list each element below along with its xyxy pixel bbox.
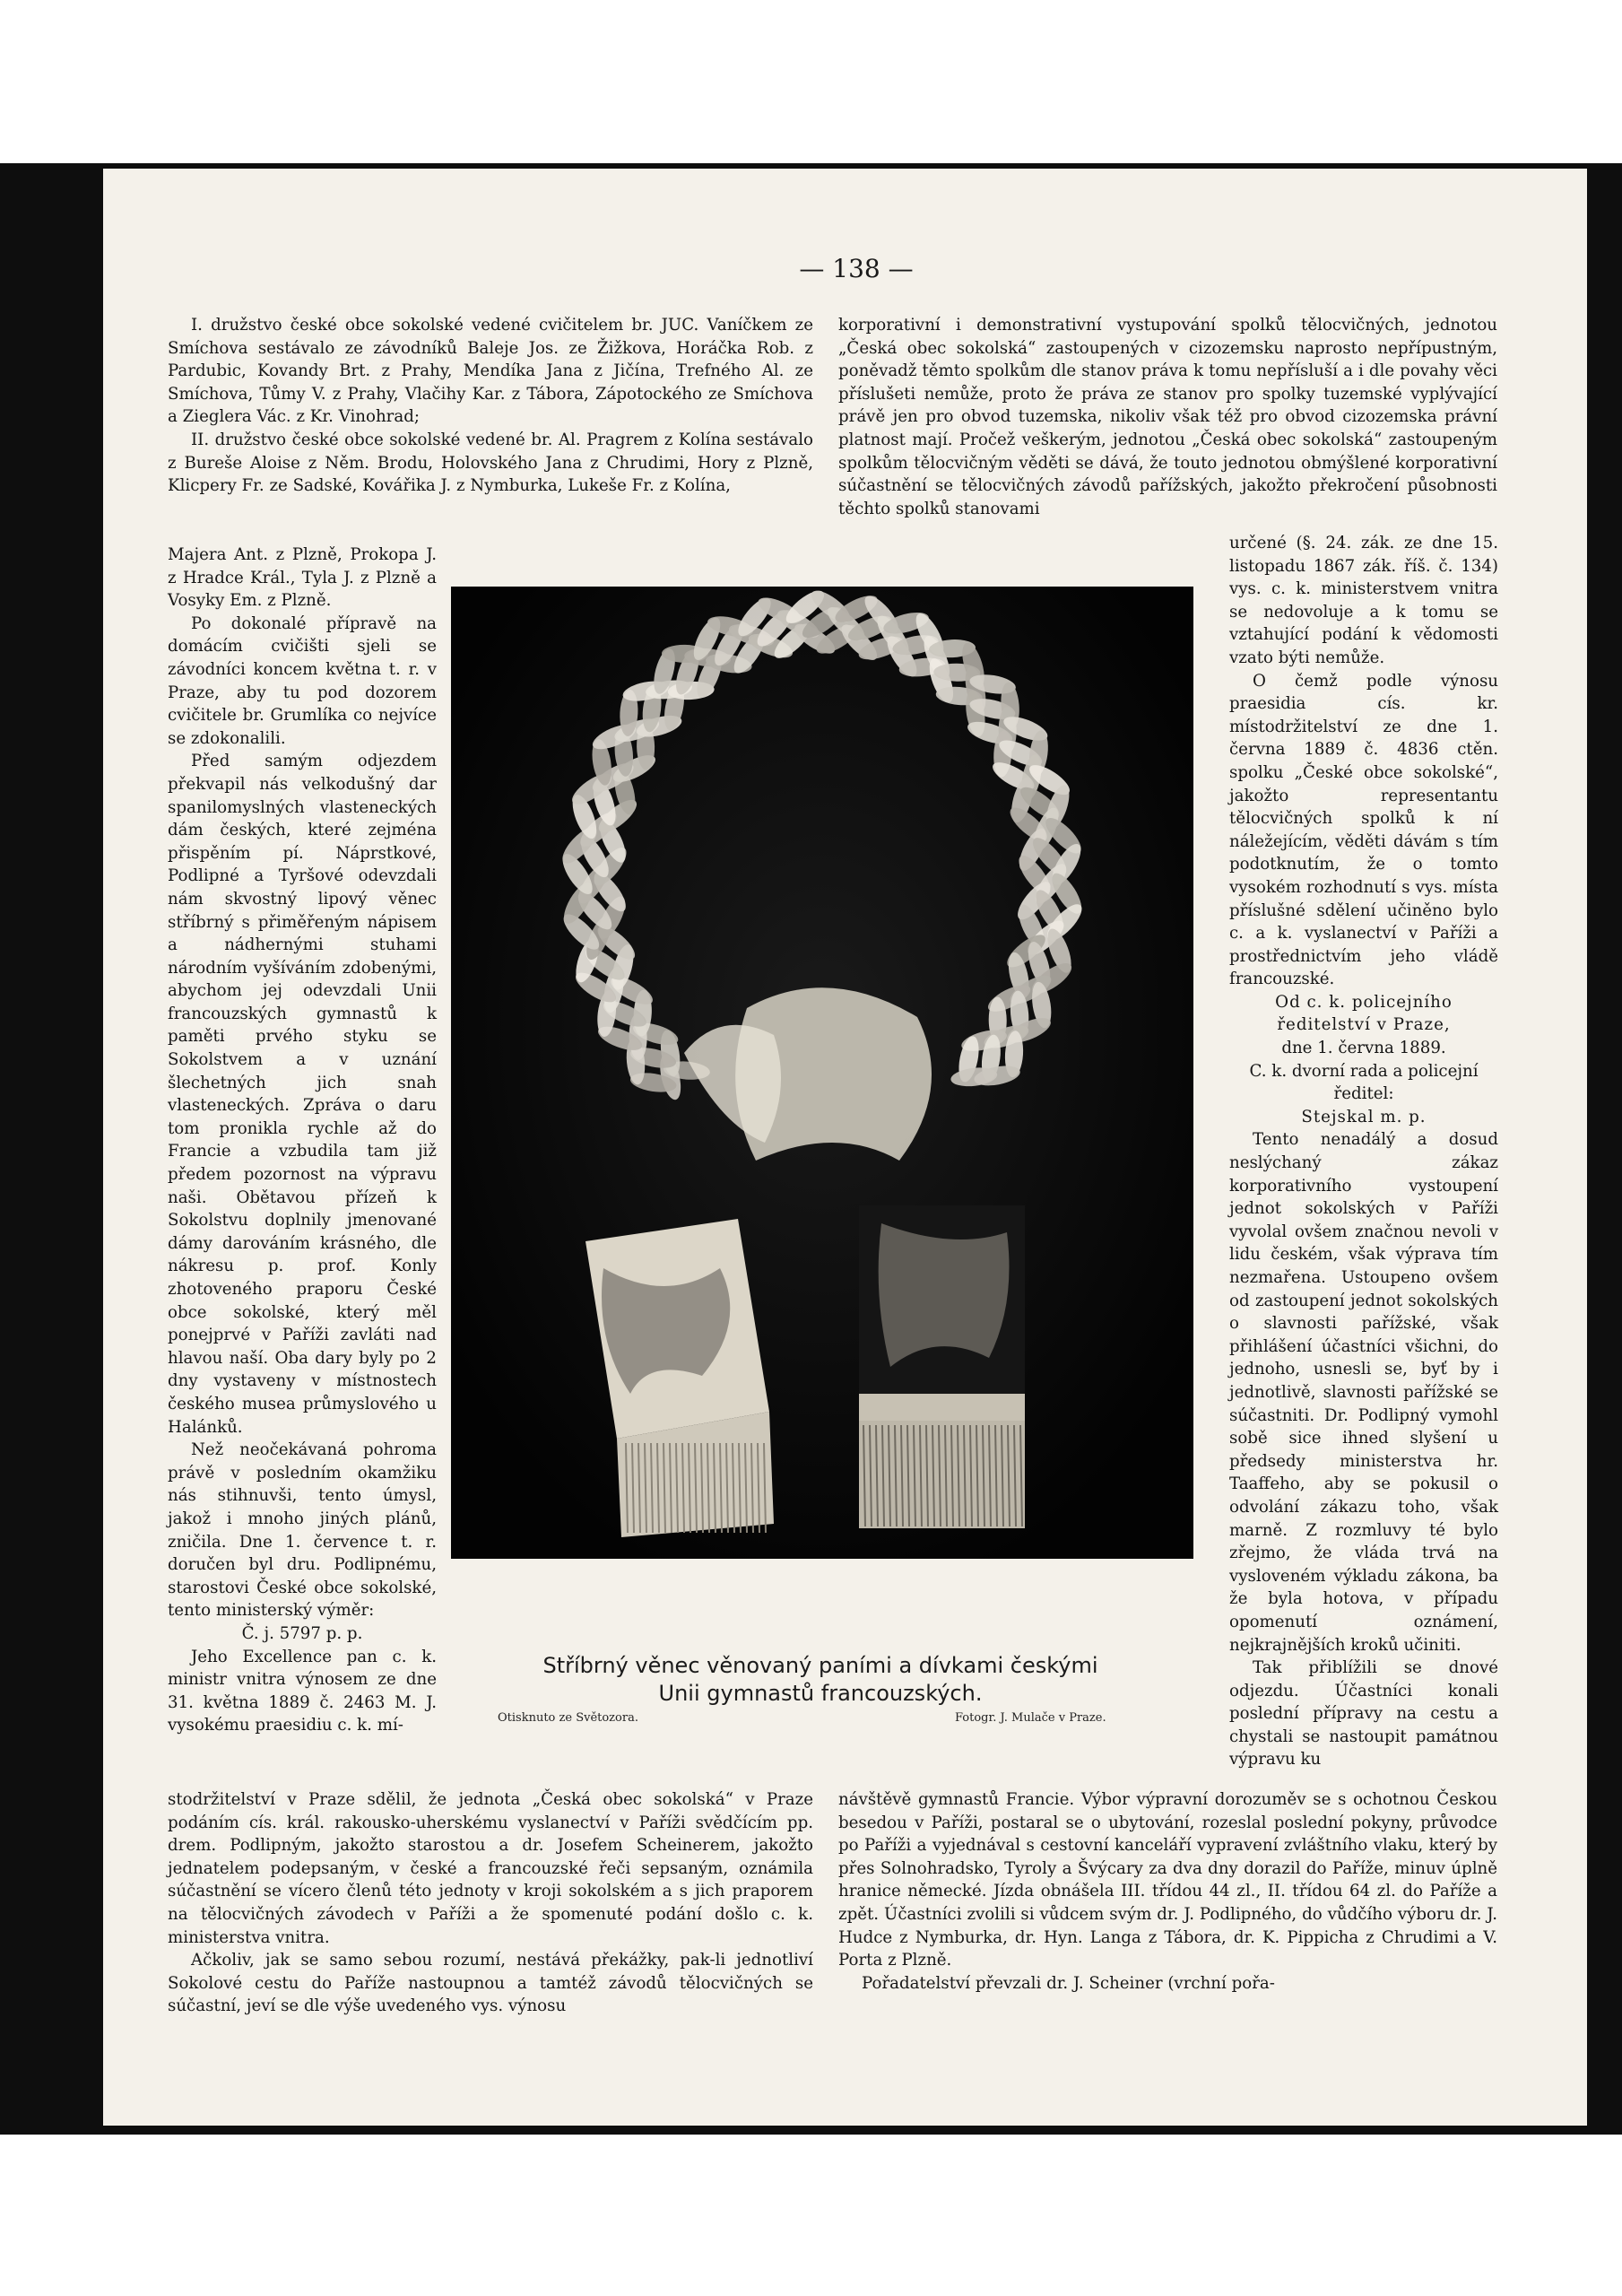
caption-line: Stříbrný věnec věnovaný paními a dívkami českými: [542, 1653, 1098, 1678]
paragraph: Před samým odjezdem překvapil nás velkodušný dar spanilomyslných vlasteneckých dám českých, které zejména přispěním pí. Náprstkové, Podlipné a Tyršové odevzdali nám skvostný lipový věnec stříbrný s přiměřeným nápisem a nádhernými stuhami národním vyšíváním zdobenými, abychom jej odevzdali Unii francouzských gymnastů k paměti prvého styku se Sokolstvem a v uznání šlechetných jich snah vlasteneckých. Zpráva o daru tom pronikla rychle až do Francie a vzbudila tam již předem pozornost na výpravu naši. Obětavou přízeň k Sokolstvu doplnily jmenované dámy darováním krásného, dle nákresu p. prof. Konly zhotoveného praporu České obce sokolské, který měl ponejprvé v Paříži zavláti nad hlavou naší. Oba dary byly po 2 dny vystaveny v místnostech českého musea průmyslového u Halánků.: [168, 752, 437, 1437]
paragraph: Po dokonalé přípravě na domácím cvičišti sjeli se závodníci koncem května t. r. v Praze, aby tu pod dozorem cvičitele br. Grumlíka co nejvíce se zdokonalili.: [168, 613, 437, 748]
bottom-left-column: [168, 1788, 813, 2018]
paragraph: korporativní i demonstrativní vystupování spolků tělocvičných, jednotou „Česká obec sokolská“ zastoupených v cizozemsku naprosto nepřípustným, poněvadž těmto spolkům dle stanov práva k tomu nepřísluší a i dle povahy věci příslušeti nemůže, proto že práva ze stanov pro spolky tuzemské vyplývající právě jen pro obvod tuzemska, nikoliv však též pro obvod cizozemska právní platnost mají. Pročež veškerým, jednotou „Česká obec sokolská“ zastoupeným spolkům tělocvičným věděti se dává, že touto jednotou obmýšlené korporativní súčastnění se tělocvičných závodů pařížských, jakožto překročení působnosti těchto spolků stanovami: [838, 316, 1497, 518]
image-caption: [372, 1652, 1269, 1708]
caption-line: Unii gymnastů francouzských.: [658, 1681, 983, 1706]
signature-date: dne 1. června 1889.: [1281, 1039, 1446, 1058]
paragraph: návštěvě gymnastů Francie. Výbor výpravní dorozuměv se s ochotnou Českou besedou v Paříži, postaral se o ubytování, rozeslal poslední pokyny, průvodce po Paříži a vyjednával s cestovní kanceláří vypravení zvláštního vlaku, který by přes Solnohradsko, Tyroly a Švýcary za dva dny dorazil do Paříže, minuv úplně hranice německé. Jízda obnášela III. třídou 44 zl., II. třídou 64 zl. do Paříže a zpět. Účastníci zvolili si vůdcem svým dr. J. Podlipného, do vůdčího výboru dr. J. Hudce z Nymburka, dr. Hyn. Langa z Tábora, dr. K. Pippicha z Chrudimi a V. Porta z Plzně.: [838, 1790, 1497, 1970]
paragraph: Majera Ant. z Plzně, Prokopa J. z Hradce Král., Tyla J. z Plzně a Vosyky Em. z Plzně.: [168, 545, 437, 611]
top-right-column: [838, 314, 1497, 520]
paragraph: Tento nenadálý a dosud neslýchaný zákaz korporativního vystoupení jednot sokolských v Paříži vyvolal ovšem značnou nevoli v lidu českém, však výprava tím nezmařena. Ustoupeno ovšem od zastoupení jednot sokolských o slavnosti pařížské, však přihlášení účastníci všichni, do jednoho, usnesli se, byť by i jednotlivě, slavnosti pařížské se súčastniti. Dr. Podlipný vymohl sobě sice ihned slyšení u předsedy ministerstva hr. Taaffeho, aby se pokusil o odvolání zákazu toho, však marně. Z rozmluvy té bylo zřejmo, že vláda trvá na vysloveném výkladu zákona, ba že byla hotova, v případu opomenutí oznámení, nejkrajnějších kroků učiniti.: [1229, 1130, 1498, 1655]
wreath-illustration: [451, 587, 1193, 1559]
credit-left: Otisknuto ze Světozora.: [498, 1711, 638, 1725]
page-sheet: [103, 169, 1587, 2126]
signature-title: C. k. dvorní rada a policejní ředitel:: [1249, 1061, 1479, 1104]
paragraph: Než neočekávaná pohroma právě v posledním okamžiku nás stihnuvši, tento úmysl, jakož i mnoho jiných plánů, zničila. Dne 1. července t. r. doručen byl dru. Podlipnému, starostovi České obce sokolské, tento ministerský výměr:: [168, 1440, 437, 1621]
credit-right: Fotogr. J. Mulače v Praze.: [955, 1711, 1106, 1725]
paragraph: O čemž podle výnosu praesidia cís. kr. místodržitelství ze dne 1. června 1889 č. 4836 ctěn. spolku „České obce sokolské“, jakožto representantu tělocvičných spolků k ní náležejícím, věděti dávám s tím podotknutím, že o tomto vysokém rozhodnutí s vys. místa příslušné sdělení učiněno bylo c. a k. vyslanectví v Paříži a prostřednictvím jeho vládě francouzské.: [1229, 671, 1498, 989]
decree-number: Č. j. 5797 p. p.: [241, 1623, 363, 1643]
paragraph: Jeho Excellence pan c. k. ministr vnitra výnosem ze dne 31. května 1889 č. 2463 M. J. vysokému praesidiu c. k. mí-: [168, 1647, 437, 1735]
paragraph: I. družstvo české obce sokolské vedené cvičitelem br. JUC. Vaníčkem ze Smíchova sestávalo ze závodníků Baleje Jos. ze Žižkova, Horáčka Rob. z Pardubic, Kovandy Brt. z Prahy, Mendíka Jana z Jičína, Trefného Al. ze Smíchova, Tůmy V. z Prahy, Vlačihy Kar. z Tábora, Zápotockého ze Smíchova a Zieglera Vác. z Kr. Vinohrad;: [168, 316, 813, 427]
wreath-photograph: [451, 587, 1193, 1559]
signature-office: Od c. k. policejního ředitelství v Praze,: [1275, 992, 1453, 1035]
paragraph: II. družstvo české obce sokolské vedené br. Al. Pragrem z Kolína sestávalo z Bureše Aloise z Něm. Brodu, Holovského Jana z Chrudimi, Hory z Plzně, Klicpery Fr. ze Sadské, Kovářika J. z Nymburka, Lukeše Fr. z Kolína,: [168, 430, 813, 496]
left-narrow-column: [168, 544, 437, 1737]
top-left-column: [168, 314, 813, 498]
paragraph: stodržitelství v Praze sdělil, že jednota „Česká obec sokolská“ v Praze podáním cís. král. rakousko-uherskému vyslanectví v Paříži svědčícím pp. drem. Podlipným, jakožto starostou a dr. Josefem Scheinerem, jakožto jednatelem podepsaným, v české a francouzské řeči sepsaným, oznámila súčastnění se vícero členů této jednoty v kroji sokolském a s jich praporem na tělocvičných závodech v Paříži a že spomenuté podání došlo c. k. ministerstva vnitra.: [168, 1790, 813, 1947]
paragraph: Ačkoliv, jak se samo sebou rozumí, nestává překážky, pak-li jednotliví Sokolové cestu do Paříže nastoupnou a tamtéž závodů tělocvičných se súčastní, jeví se dle výše uvedeného vys. výnosu: [168, 1951, 813, 2016]
page-number: — 138 —: [799, 254, 914, 283]
signature-name: Stejskal m. p.: [1301, 1107, 1427, 1126]
paragraph: Tak přiblížili se dnové odjezdu. Účastníci konali poslední přípravy na cestu a chystali se nastoupit památnou výpravu ku: [1229, 1658, 1498, 1770]
bottom-right-column: [838, 1788, 1497, 1995]
paragraph: určené (§. 24. zák. ze dne 15. listopadu 1867 zák. říš. č. 134) vys. c. k. ministerstvem vnitra se nedovoluje a k tomu se vztahující podání k vědomosti vzato býti nemůže.: [1229, 534, 1498, 667]
paragraph: Pořadatelství převzali dr. J. Scheiner (vrchní pořa-: [862, 1973, 1275, 1993]
right-narrow-column: [1229, 532, 1498, 1771]
